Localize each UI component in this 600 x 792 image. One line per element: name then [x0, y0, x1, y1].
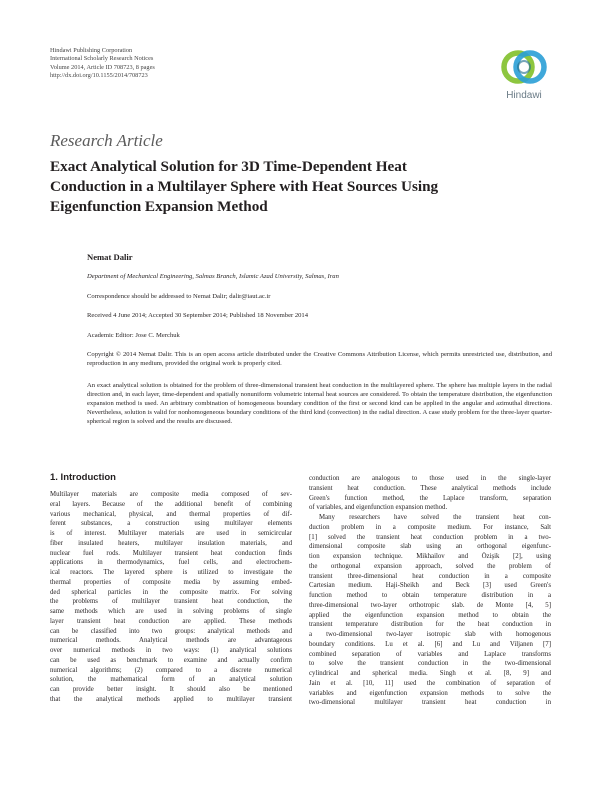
- hindawi-logo: [495, 45, 553, 107]
- journal-name: International Scholarly Research Notices: [50, 55, 154, 63]
- doi-link[interactable]: http://dx.doi.org/10.1155/2014/708723: [50, 72, 148, 80]
- body-text-line: transient heat conduction. These analytical methods include: [309, 484, 551, 492]
- hindawi-logo-icon: [495, 45, 553, 91]
- title-line: Exact Analytical Solution for 3D Time-Dependent Heat: [50, 158, 407, 175]
- body-text-line: same methods which are used in solving problems of single: [50, 608, 292, 615]
- body-text-line: over numerical methods in two ways: (1) analytical solutions: [50, 647, 292, 654]
- body-text-line: applications in thermodynamics, fuel cells, and electrochem-: [50, 559, 292, 567]
- copyright-notice: Copyright © 2014 Nemat Dalir. This is an open access article distributed under the Creative Commons Attribution License, which permits unrestricted use, distribution, and reproduction in any medium, provided the original work is properly cited.: [87, 351, 552, 367]
- body-text-line: transient temperature distribution for the heat conduction in: [309, 621, 551, 629]
- affiliation: Department of Mechanical Engineering, Salmas Branch, Islamic Azad University, Salmas, Iran: [87, 273, 339, 280]
- body-text-line: is of interest. Multilayer materials are used in semicircular: [50, 530, 292, 537]
- publication-dates: Received 4 June 2014; Accepted 30 September 2014; Published 18 November 2014: [87, 312, 309, 319]
- body-text-line: three-dimensional two-layer orthotropic slab. de Monte [4, 5]: [309, 601, 551, 609]
- body-text-line: fiber insulated heaters, multilayer insulation materials, and: [50, 539, 292, 547]
- body-text-line: the problems of multilayer transient heat conduction, the: [50, 598, 292, 606]
- body-text-line: numerical algorithms; (2) compared to a discrete numerical: [50, 666, 292, 674]
- body-text-line: duction problem in a composite medium. For instance, Salt: [309, 523, 551, 531]
- body-text-line: that the analytical methods applied to multilayer transient: [50, 695, 292, 703]
- correspondence: Correspondence should be addressed to Nemat Dalir; dalir@iaut.ac.ir: [87, 293, 271, 300]
- body-text-line: the orthogonal expansion approach, solved the problem of: [309, 562, 551, 570]
- publisher-info: [50, 47, 155, 81]
- body-column-left: [50, 490, 292, 705]
- publisher-name: Hindawi Publishing Corporation: [50, 47, 133, 54]
- body-text-line: eral layers. Because of the additional benefit of combining: [50, 500, 292, 508]
- body-text-line: ded spherical particles in the composite matrix. For solving: [50, 588, 292, 596]
- section-heading-introduction: 1. Introduction: [50, 472, 116, 483]
- body-text-line: combined separation of variables and Laplace transforms: [309, 650, 551, 658]
- body-text-line: ical reactors. The layered sphere is utilized to investigate the: [50, 569, 292, 576]
- body-text-line: a two-dimensional two-layer isotropic slab with homogenous: [309, 631, 551, 638]
- body-text-line: dimensional composite slab using an orthogonal eigenfunc-: [309, 543, 551, 551]
- body-text-line: Green's function method, the Laplace transform, separation: [309, 494, 551, 502]
- body-text-line: of variables, and eigenfunction expansion method.: [309, 504, 448, 512]
- body-text-line: [1] solved the transient heat conduction problem in a two-: [309, 533, 551, 541]
- article-type: Research Article: [50, 131, 163, 150]
- body-text-line: various mechanical, physical, and thermal properties of dif-: [50, 510, 292, 518]
- body-text-line: can be used as benchmark to examine and actually confirm: [50, 656, 292, 664]
- title-line: Eigenfunction Expansion Method: [50, 198, 268, 215]
- body-text-line: Cartesian medium. Haji-Sheikh and Beck [3] used Green's: [309, 582, 551, 590]
- academic-editor: Academic Editor: Jose C. Merchuk: [87, 332, 180, 339]
- body-text-line: conduction are analogous to those used in the single-layer: [309, 475, 551, 482]
- article-title: [50, 157, 550, 217]
- body-column-right: [309, 474, 551, 708]
- body-text-line: Jain et al. [10, 11] used the combination of separation of: [309, 679, 551, 687]
- body-text-line: to solve the transient conduction in the two-dimensional: [309, 660, 551, 668]
- body-text-line: applied the eigenfunction expansion method to obtain the: [309, 611, 551, 619]
- body-text-line: layer transient heat conduction are applied. These methods: [50, 617, 292, 625]
- body-text-line: cylindrical and spherical media. Singh et al. [8, 9] and: [309, 670, 551, 677]
- abstract: An exact analytical solution is obtained for the problem of three-dimensional transient heat conduction in the multilayered sphere. The sphere has multiple layers in the radial direction and, in each layer, time-dependent and spatially nonuniform volumetric internal heat sources are considered. To obtain the temperature distribution, the eigenfunction expansion method is used. An arbitrary combination of homogeneous boundary condition of the first or second kind can be applied in the angular and azimuthal directions. Nevertheless, solution is valid for nonhomogeneous boundary conditions of the third kind (convection) in the radial direction. A case study problem for the three-layer quarter-spherical region is solved and the results are discussed.: [87, 382, 552, 426]
- body-text-line: numerical methods. Analytical methods are advantageous: [50, 637, 292, 645]
- body-text-line: Many researchers have solved the transient heat con-: [319, 514, 551, 521]
- author-name: Nemat Dalir: [87, 252, 133, 262]
- body-text-line: thermal properties of composite media by assuming embed-: [50, 578, 292, 586]
- body-text-line: can provide better insight. It should also be mentioned: [50, 686, 292, 693]
- body-text-line: boundary conditions. Lu et al. [6] and Lu and Viljanen [7]: [309, 640, 551, 648]
- body-text-line: nuclear fuel rods. Multilayer transient heat conduction finds: [50, 549, 292, 557]
- body-text-line: ferent substances, a construction using multilayer elements: [50, 520, 292, 528]
- body-text-line: tion expansion technique. Mikhailov and Özişik [2], using: [309, 553, 551, 560]
- body-text-line: two-dimensional multilayer transient heat conduction in: [309, 699, 551, 707]
- title-line: Conduction in a Multilayer Sphere with Heat Sources Using: [50, 178, 439, 195]
- body-text-line: solution, the mathematical form of an analytical solution: [50, 676, 292, 684]
- body-text-line: variables and eigenfunction expansion methods to solve the: [309, 689, 551, 697]
- volume-info: Volume 2014, Article ID 708723, 8 pages: [50, 63, 155, 71]
- body-text-line: Multilayer materials are composite media composed of sev-: [50, 491, 292, 498]
- body-text-line: function method to obtain temperature distribution in a: [309, 592, 551, 599]
- hindawi-logo-text: Hindawi: [506, 90, 542, 101]
- body-text-line: can be classified into two groups: analytical methods and: [50, 627, 292, 635]
- body-text-line: transient three-dimensional heat conduction in a composite: [309, 572, 551, 580]
